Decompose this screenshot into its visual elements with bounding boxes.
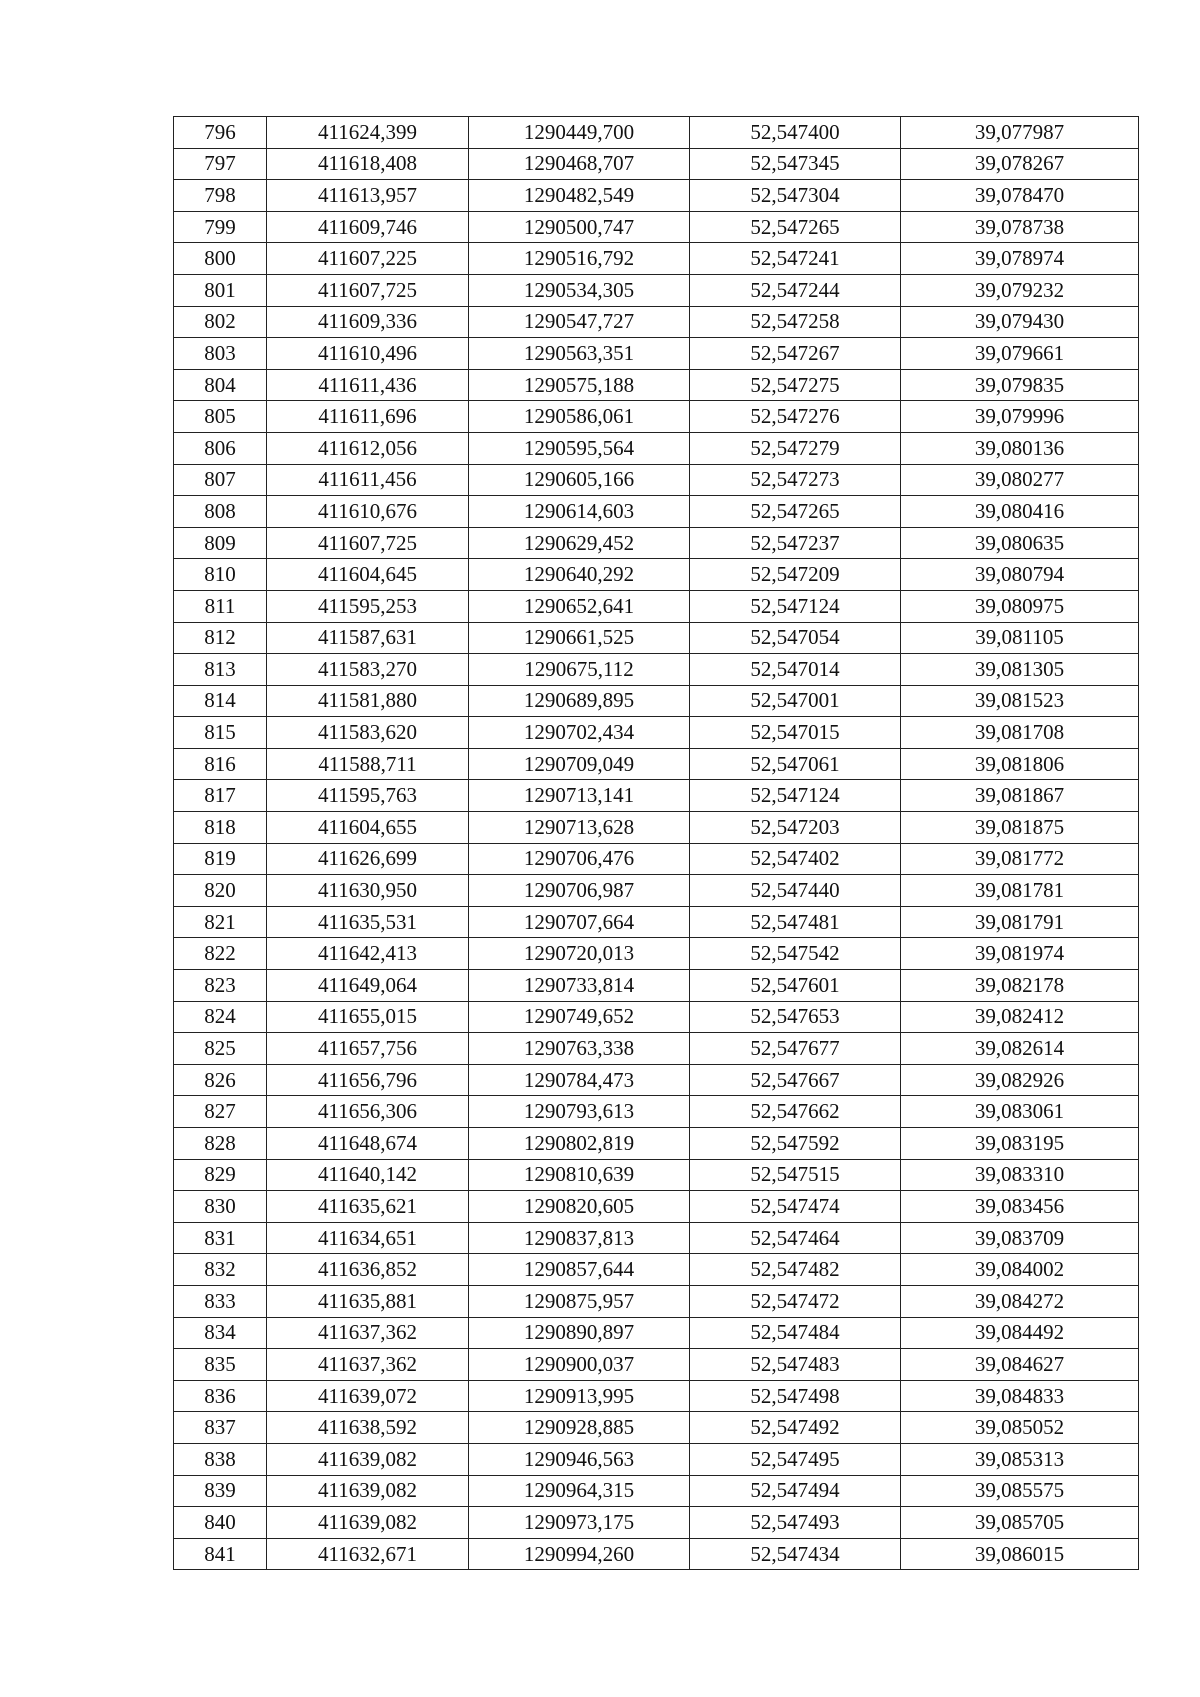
- point-number-cell: 802: [174, 306, 267, 338]
- y-coordinate-cell: 1290713,141: [469, 780, 690, 812]
- longitude-cell: 39,081791: [901, 906, 1139, 938]
- table-row: [174, 590, 1139, 622]
- longitude-cell: 39,085575: [901, 1475, 1139, 1507]
- y-coordinate-cell: 1290820,605: [469, 1191, 690, 1223]
- longitude-cell: 39,080277: [901, 464, 1139, 496]
- latitude-cell: 52,547677: [690, 1033, 901, 1065]
- latitude-cell: 52,547667: [690, 1064, 901, 1096]
- x-coordinate-cell: 411607,725: [267, 527, 469, 559]
- longitude-cell: 39,086015: [901, 1538, 1139, 1570]
- latitude-cell: 52,547474: [690, 1191, 901, 1223]
- point-number-cell: 822: [174, 938, 267, 970]
- longitude-cell: 39,083061: [901, 1096, 1139, 1128]
- x-coordinate-cell: 411635,531: [267, 906, 469, 938]
- latitude-cell: 52,547345: [690, 148, 901, 180]
- x-coordinate-cell: 411607,225: [267, 243, 469, 275]
- latitude-cell: 52,547542: [690, 938, 901, 970]
- longitude-cell: 39,084492: [901, 1317, 1139, 1349]
- point-number-cell: 801: [174, 274, 267, 306]
- x-coordinate-cell: 411624,399: [267, 117, 469, 149]
- longitude-cell: 39,081772: [901, 843, 1139, 875]
- latitude-cell: 52,547498: [690, 1380, 901, 1412]
- coordinates-table-body: [174, 117, 1139, 1570]
- longitude-cell: 39,082178: [901, 970, 1139, 1002]
- latitude-cell: 52,547400: [690, 117, 901, 149]
- y-coordinate-cell: 1290802,819: [469, 1128, 690, 1160]
- x-coordinate-cell: 411581,880: [267, 685, 469, 717]
- x-coordinate-cell: 411656,796: [267, 1064, 469, 1096]
- longitude-cell: 39,084272: [901, 1285, 1139, 1317]
- longitude-cell: 39,082926: [901, 1064, 1139, 1096]
- point-number-cell: 823: [174, 970, 267, 1002]
- x-coordinate-cell: 411656,306: [267, 1096, 469, 1128]
- point-number-cell: 839: [174, 1475, 267, 1507]
- y-coordinate-cell: 1290810,639: [469, 1159, 690, 1191]
- table-row: [174, 780, 1139, 812]
- table-row: [174, 1507, 1139, 1539]
- longitude-cell: 39,080416: [901, 496, 1139, 528]
- table-row: [174, 1254, 1139, 1286]
- point-number-cell: 800: [174, 243, 267, 275]
- longitude-cell: 39,083709: [901, 1222, 1139, 1254]
- longitude-cell: 39,080975: [901, 590, 1139, 622]
- latitude-cell: 52,547265: [690, 496, 901, 528]
- y-coordinate-cell: 1290749,652: [469, 1001, 690, 1033]
- latitude-cell: 52,547279: [690, 432, 901, 464]
- longitude-cell: 39,083456: [901, 1191, 1139, 1223]
- point-number-cell: 804: [174, 369, 267, 401]
- table-row: [174, 338, 1139, 370]
- longitude-cell: 39,079232: [901, 274, 1139, 306]
- point-number-cell: 836: [174, 1380, 267, 1412]
- x-coordinate-cell: 411636,852: [267, 1254, 469, 1286]
- longitude-cell: 39,081708: [901, 717, 1139, 749]
- longitude-cell: 39,083195: [901, 1128, 1139, 1160]
- point-number-cell: 815: [174, 717, 267, 749]
- table-row: [174, 1380, 1139, 1412]
- y-coordinate-cell: 1290763,338: [469, 1033, 690, 1065]
- y-coordinate-cell: 1290706,987: [469, 875, 690, 907]
- table-row: [174, 1475, 1139, 1507]
- table-row: [174, 748, 1139, 780]
- table-row: [174, 559, 1139, 591]
- table-row: [174, 1191, 1139, 1223]
- y-coordinate-cell: 1290449,700: [469, 117, 690, 149]
- x-coordinate-cell: 411630,950: [267, 875, 469, 907]
- x-coordinate-cell: 411639,082: [267, 1507, 469, 1539]
- point-number-cell: 821: [174, 906, 267, 938]
- table-row: [174, 1412, 1139, 1444]
- point-number-cell: 797: [174, 148, 267, 180]
- point-number-cell: 814: [174, 685, 267, 717]
- longitude-cell: 39,079430: [901, 306, 1139, 338]
- table-row: [174, 1064, 1139, 1096]
- y-coordinate-cell: 1290706,476: [469, 843, 690, 875]
- longitude-cell: 39,078267: [901, 148, 1139, 180]
- table-row: [174, 938, 1139, 970]
- y-coordinate-cell: 1290900,037: [469, 1349, 690, 1381]
- y-coordinate-cell: 1290586,061: [469, 401, 690, 433]
- point-number-cell: 817: [174, 780, 267, 812]
- y-coordinate-cell: 1290994,260: [469, 1538, 690, 1570]
- latitude-cell: 52,547483: [690, 1349, 901, 1381]
- x-coordinate-cell: 411638,592: [267, 1412, 469, 1444]
- x-coordinate-cell: 411635,621: [267, 1191, 469, 1223]
- point-number-cell: 837: [174, 1412, 267, 1444]
- y-coordinate-cell: 1290784,473: [469, 1064, 690, 1096]
- x-coordinate-cell: 411583,270: [267, 654, 469, 686]
- latitude-cell: 52,547495: [690, 1443, 901, 1475]
- y-coordinate-cell: 1290614,603: [469, 496, 690, 528]
- y-coordinate-cell: 1290640,292: [469, 559, 690, 591]
- y-coordinate-cell: 1290928,885: [469, 1412, 690, 1444]
- table-row: [174, 117, 1139, 149]
- x-coordinate-cell: 411611,696: [267, 401, 469, 433]
- y-coordinate-cell: 1290652,641: [469, 590, 690, 622]
- x-coordinate-cell: 411595,253: [267, 590, 469, 622]
- latitude-cell: 52,547653: [690, 1001, 901, 1033]
- x-coordinate-cell: 411632,671: [267, 1538, 469, 1570]
- table-row: [174, 1538, 1139, 1570]
- longitude-cell: 39,080794: [901, 559, 1139, 591]
- y-coordinate-cell: 1290837,813: [469, 1222, 690, 1254]
- y-coordinate-cell: 1290689,895: [469, 685, 690, 717]
- latitude-cell: 52,547209: [690, 559, 901, 591]
- y-coordinate-cell: 1290973,175: [469, 1507, 690, 1539]
- point-number-cell: 834: [174, 1317, 267, 1349]
- table-row: [174, 717, 1139, 749]
- x-coordinate-cell: 411639,082: [267, 1475, 469, 1507]
- latitude-cell: 52,547258: [690, 306, 901, 338]
- x-coordinate-cell: 411587,631: [267, 622, 469, 654]
- table-row: [174, 1443, 1139, 1475]
- latitude-cell: 52,547662: [690, 1096, 901, 1128]
- latitude-cell: 52,547061: [690, 748, 901, 780]
- latitude-cell: 52,547124: [690, 780, 901, 812]
- longitude-cell: 39,081806: [901, 748, 1139, 780]
- longitude-cell: 39,085052: [901, 1412, 1139, 1444]
- x-coordinate-cell: 411611,456: [267, 464, 469, 496]
- y-coordinate-cell: 1290733,814: [469, 970, 690, 1002]
- y-coordinate-cell: 1290702,434: [469, 717, 690, 749]
- y-coordinate-cell: 1290500,747: [469, 211, 690, 243]
- point-number-cell: 799: [174, 211, 267, 243]
- latitude-cell: 52,547440: [690, 875, 901, 907]
- latitude-cell: 52,547492: [690, 1412, 901, 1444]
- table-row: [174, 211, 1139, 243]
- point-number-cell: 825: [174, 1033, 267, 1065]
- point-number-cell: 809: [174, 527, 267, 559]
- point-number-cell: 806: [174, 432, 267, 464]
- y-coordinate-cell: 1290575,188: [469, 369, 690, 401]
- y-coordinate-cell: 1290547,727: [469, 306, 690, 338]
- point-number-cell: 827: [174, 1096, 267, 1128]
- longitude-cell: 39,082412: [901, 1001, 1139, 1033]
- y-coordinate-cell: 1290629,452: [469, 527, 690, 559]
- table-row: [174, 148, 1139, 180]
- point-number-cell: 829: [174, 1159, 267, 1191]
- latitude-cell: 52,547482: [690, 1254, 901, 1286]
- y-coordinate-cell: 1290482,549: [469, 180, 690, 212]
- x-coordinate-cell: 411642,413: [267, 938, 469, 970]
- longitude-cell: 39,081781: [901, 875, 1139, 907]
- table-row: [174, 527, 1139, 559]
- x-coordinate-cell: 411610,496: [267, 338, 469, 370]
- x-coordinate-cell: 411655,015: [267, 1001, 469, 1033]
- table-row: [174, 180, 1139, 212]
- point-number-cell: 796: [174, 117, 267, 149]
- table-row: [174, 970, 1139, 1002]
- longitude-cell: 39,081867: [901, 780, 1139, 812]
- y-coordinate-cell: 1290890,897: [469, 1317, 690, 1349]
- longitude-cell: 39,081105: [901, 622, 1139, 654]
- x-coordinate-cell: 411640,142: [267, 1159, 469, 1191]
- x-coordinate-cell: 411607,725: [267, 274, 469, 306]
- point-number-cell: 818: [174, 812, 267, 844]
- latitude-cell: 52,547241: [690, 243, 901, 275]
- y-coordinate-cell: 1290563,351: [469, 338, 690, 370]
- longitude-cell: 39,084833: [901, 1380, 1139, 1412]
- table-row: [174, 1033, 1139, 1065]
- latitude-cell: 52,547244: [690, 274, 901, 306]
- longitude-cell: 39,082614: [901, 1033, 1139, 1065]
- point-number-cell: 813: [174, 654, 267, 686]
- table-row: [174, 685, 1139, 717]
- table-row: [174, 464, 1139, 496]
- table-row: [174, 401, 1139, 433]
- y-coordinate-cell: 1290468,707: [469, 148, 690, 180]
- point-number-cell: 810: [174, 559, 267, 591]
- longitude-cell: 39,084002: [901, 1254, 1139, 1286]
- table-row: [174, 654, 1139, 686]
- point-number-cell: 830: [174, 1191, 267, 1223]
- table-row: [174, 1159, 1139, 1191]
- longitude-cell: 39,084627: [901, 1349, 1139, 1381]
- longitude-cell: 39,078470: [901, 180, 1139, 212]
- longitude-cell: 39,081305: [901, 654, 1139, 686]
- table-row: [174, 812, 1139, 844]
- point-number-cell: 808: [174, 496, 267, 528]
- latitude-cell: 52,547464: [690, 1222, 901, 1254]
- longitude-cell: 39,079996: [901, 401, 1139, 433]
- table-row: [174, 843, 1139, 875]
- point-number-cell: 805: [174, 401, 267, 433]
- y-coordinate-cell: 1290675,112: [469, 654, 690, 686]
- longitude-cell: 39,081523: [901, 685, 1139, 717]
- point-number-cell: 832: [174, 1254, 267, 1286]
- point-number-cell: 812: [174, 622, 267, 654]
- point-number-cell: 824: [174, 1001, 267, 1033]
- latitude-cell: 52,547267: [690, 338, 901, 370]
- longitude-cell: 39,078974: [901, 243, 1139, 275]
- point-number-cell: 835: [174, 1349, 267, 1381]
- latitude-cell: 52,547275: [690, 369, 901, 401]
- y-coordinate-cell: 1290793,613: [469, 1096, 690, 1128]
- point-number-cell: 833: [174, 1285, 267, 1317]
- latitude-cell: 52,547001: [690, 685, 901, 717]
- y-coordinate-cell: 1290946,563: [469, 1443, 690, 1475]
- latitude-cell: 52,547481: [690, 906, 901, 938]
- x-coordinate-cell: 411649,064: [267, 970, 469, 1002]
- y-coordinate-cell: 1290713,628: [469, 812, 690, 844]
- latitude-cell: 52,547592: [690, 1128, 901, 1160]
- latitude-cell: 52,547273: [690, 464, 901, 496]
- table-row: [174, 875, 1139, 907]
- longitude-cell: 39,078738: [901, 211, 1139, 243]
- table-row: [174, 1222, 1139, 1254]
- point-number-cell: 807: [174, 464, 267, 496]
- latitude-cell: 52,547494: [690, 1475, 901, 1507]
- longitude-cell: 39,083310: [901, 1159, 1139, 1191]
- y-coordinate-cell: 1290661,525: [469, 622, 690, 654]
- latitude-cell: 52,547237: [690, 527, 901, 559]
- point-number-cell: 811: [174, 590, 267, 622]
- x-coordinate-cell: 411604,655: [267, 812, 469, 844]
- longitude-cell: 39,079835: [901, 369, 1139, 401]
- x-coordinate-cell: 411612,056: [267, 432, 469, 464]
- y-coordinate-cell: 1290857,644: [469, 1254, 690, 1286]
- x-coordinate-cell: 411610,676: [267, 496, 469, 528]
- x-coordinate-cell: 411609,746: [267, 211, 469, 243]
- point-number-cell: 819: [174, 843, 267, 875]
- point-number-cell: 816: [174, 748, 267, 780]
- table-row: [174, 1285, 1139, 1317]
- table-row: [174, 432, 1139, 464]
- latitude-cell: 52,547601: [690, 970, 901, 1002]
- longitude-cell: 39,080635: [901, 527, 1139, 559]
- table-row: [174, 906, 1139, 938]
- y-coordinate-cell: 1290720,013: [469, 938, 690, 970]
- latitude-cell: 52,547203: [690, 812, 901, 844]
- y-coordinate-cell: 1290707,664: [469, 906, 690, 938]
- x-coordinate-cell: 411639,082: [267, 1443, 469, 1475]
- longitude-cell: 39,085313: [901, 1443, 1139, 1475]
- x-coordinate-cell: 411618,408: [267, 148, 469, 180]
- table-row: [174, 1096, 1139, 1128]
- longitude-cell: 39,077987: [901, 117, 1139, 149]
- latitude-cell: 52,547493: [690, 1507, 901, 1539]
- table-row: [174, 1001, 1139, 1033]
- latitude-cell: 52,547054: [690, 622, 901, 654]
- y-coordinate-cell: 1290964,315: [469, 1475, 690, 1507]
- latitude-cell: 52,547484: [690, 1317, 901, 1349]
- x-coordinate-cell: 411588,711: [267, 748, 469, 780]
- table-row: [174, 496, 1139, 528]
- latitude-cell: 52,547515: [690, 1159, 901, 1191]
- point-number-cell: 838: [174, 1443, 267, 1475]
- x-coordinate-cell: 411657,756: [267, 1033, 469, 1065]
- table-row: [174, 306, 1139, 338]
- point-number-cell: 840: [174, 1507, 267, 1539]
- latitude-cell: 52,547014: [690, 654, 901, 686]
- y-coordinate-cell: 1290595,564: [469, 432, 690, 464]
- table-row: [174, 622, 1139, 654]
- latitude-cell: 52,547265: [690, 211, 901, 243]
- table-row: [174, 369, 1139, 401]
- x-coordinate-cell: 411613,957: [267, 180, 469, 212]
- x-coordinate-cell: 411583,620: [267, 717, 469, 749]
- table-row: [174, 243, 1139, 275]
- y-coordinate-cell: 1290516,792: [469, 243, 690, 275]
- table-row: [174, 274, 1139, 306]
- point-number-cell: 828: [174, 1128, 267, 1160]
- longitude-cell: 39,085705: [901, 1507, 1139, 1539]
- y-coordinate-cell: 1290875,957: [469, 1285, 690, 1317]
- x-coordinate-cell: 411635,881: [267, 1285, 469, 1317]
- longitude-cell: 39,081875: [901, 812, 1139, 844]
- latitude-cell: 52,547015: [690, 717, 901, 749]
- x-coordinate-cell: 411611,436: [267, 369, 469, 401]
- x-coordinate-cell: 411639,072: [267, 1380, 469, 1412]
- x-coordinate-cell: 411595,763: [267, 780, 469, 812]
- y-coordinate-cell: 1290534,305: [469, 274, 690, 306]
- coordinates-table: [173, 116, 1139, 1570]
- x-coordinate-cell: 411609,336: [267, 306, 469, 338]
- longitude-cell: 39,081974: [901, 938, 1139, 970]
- x-coordinate-cell: 411637,362: [267, 1349, 469, 1381]
- table-row: [174, 1349, 1139, 1381]
- table-row: [174, 1128, 1139, 1160]
- x-coordinate-cell: 411648,674: [267, 1128, 469, 1160]
- x-coordinate-cell: 411637,362: [267, 1317, 469, 1349]
- point-number-cell: 831: [174, 1222, 267, 1254]
- point-number-cell: 841: [174, 1538, 267, 1570]
- x-coordinate-cell: 411626,699: [267, 843, 469, 875]
- latitude-cell: 52,547472: [690, 1285, 901, 1317]
- point-number-cell: 820: [174, 875, 267, 907]
- x-coordinate-cell: 411634,651: [267, 1222, 469, 1254]
- x-coordinate-cell: 411604,645: [267, 559, 469, 591]
- latitude-cell: 52,547434: [690, 1538, 901, 1570]
- point-number-cell: 798: [174, 180, 267, 212]
- table-row: [174, 1317, 1139, 1349]
- longitude-cell: 39,080136: [901, 432, 1139, 464]
- point-number-cell: 803: [174, 338, 267, 370]
- longitude-cell: 39,079661: [901, 338, 1139, 370]
- y-coordinate-cell: 1290605,166: [469, 464, 690, 496]
- latitude-cell: 52,547304: [690, 180, 901, 212]
- latitude-cell: 52,547124: [690, 590, 901, 622]
- latitude-cell: 52,547402: [690, 843, 901, 875]
- point-number-cell: 826: [174, 1064, 267, 1096]
- y-coordinate-cell: 1290709,049: [469, 748, 690, 780]
- latitude-cell: 52,547276: [690, 401, 901, 433]
- y-coordinate-cell: 1290913,995: [469, 1380, 690, 1412]
